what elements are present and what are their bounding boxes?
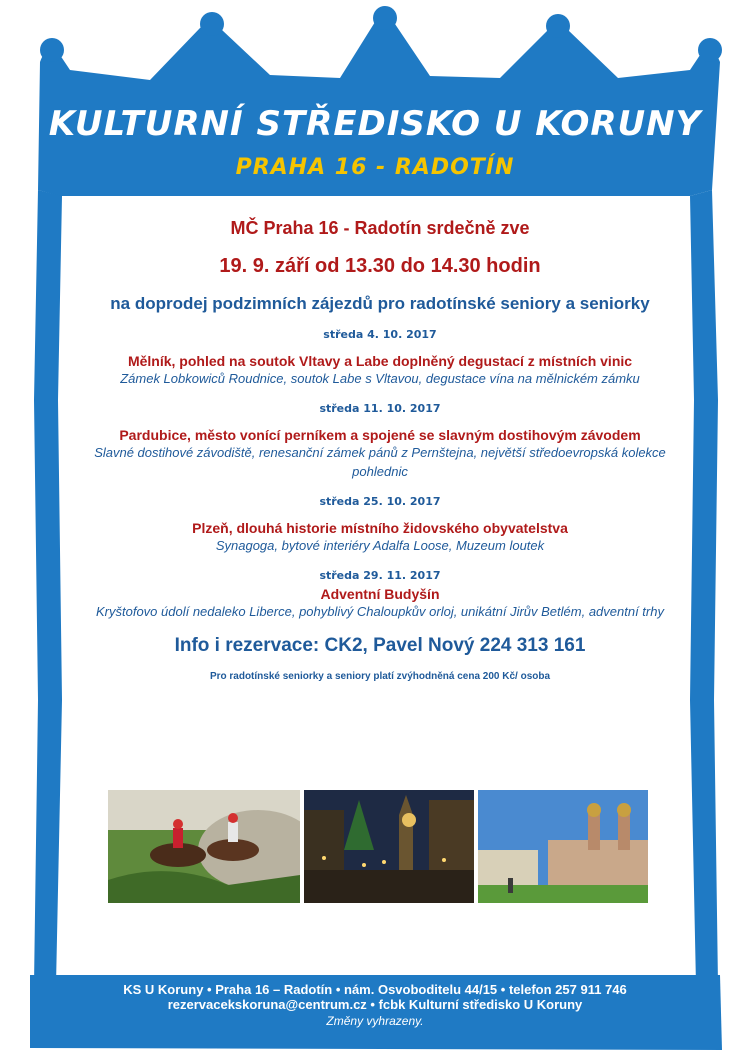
event-description: Synagoga, bytové interiéry Adalfa Loose, Muzeum loutek	[215, 538, 545, 553]
event-item	[90, 402, 670, 481]
event-description: Kryštofovo údolí nedaleko Liberce, pohyblivý Chaloupkův orloj, unikátní Jirův Betlém, adventní trhy	[96, 604, 664, 619]
crown-pearl	[40, 38, 64, 62]
event-title: Plzeň, dlouhá historie místního židovského obyvatelstva	[192, 520, 568, 536]
header-title: KULTURNÍ STŘEDISKO U KORUNY	[48, 104, 702, 144]
footer-contact: rezervacekskoruna@centrum.cz • fcbk Kulturní středisko U Koruny	[167, 997, 583, 1012]
event-item	[90, 328, 670, 388]
event-title: Pardubice, město vonící perníkem a spojené se slavným dostihovým závodem	[119, 427, 641, 443]
event-time: 19. 9. září od 13.30 do 14.30 hodin	[219, 255, 541, 277]
crown-pearl	[373, 6, 397, 30]
synagogue-photo	[478, 790, 648, 903]
event-date: středa 25. 10. 2017	[319, 495, 441, 508]
crown-pearl	[546, 14, 570, 38]
intro-line: MČ Praha 16 - Radotín srdečně zve	[230, 218, 530, 238]
event-date: středa 29. 11. 2017	[319, 569, 441, 582]
crown-pearl	[200, 12, 224, 36]
christmas-market-photo	[304, 790, 474, 903]
horse-race-photo	[108, 790, 300, 903]
event-item	[90, 495, 670, 555]
main-content	[90, 210, 670, 682]
event-item	[90, 569, 670, 621]
event-title: Adventní Budyšín	[320, 586, 440, 602]
footer	[30, 982, 720, 1028]
right-border	[690, 190, 718, 985]
reservation-info: Info i rezervace: CK2, Pavel Nový 224 313 161	[174, 635, 586, 656]
event-description: Slavné dostihové závodiště, renesanční zámek pánů z Pernštejna, největší středoevropská kolekce pohlednic	[94, 445, 666, 479]
photo-strip	[108, 790, 648, 903]
event-description: Zámek Lobkowiců Roudnice, soutok Labe s Vltavou, degustace vína na mělnickém zámku	[120, 371, 640, 386]
footer-address: KS U Koruny • Praha 16 – Radotín • nám. Osvoboditelu 44/15 • telefon 257 911 746	[123, 982, 627, 997]
event-date: středa 4. 10. 2017	[323, 328, 437, 341]
left-border	[34, 190, 62, 985]
event-title: Mělník, pohled na soutok Vltavy a Labe doplněný degustací z místních vinic	[127, 353, 633, 369]
invite-line: na doprodej podzimních zájezdů pro radotínské seniory a seniorky	[110, 294, 650, 313]
footer-note: Změny vyhrazeny.	[326, 1014, 424, 1028]
crown-pearl	[698, 38, 722, 62]
event-date: středa 11. 10. 2017	[319, 402, 441, 415]
header-subtitle: PRAHA 16 - RADOTÍN	[235, 155, 515, 180]
price-note: Pro radotínské seniorky a seniory platí zvýhodněná cena 200 Kč/ osoba	[209, 671, 551, 682]
